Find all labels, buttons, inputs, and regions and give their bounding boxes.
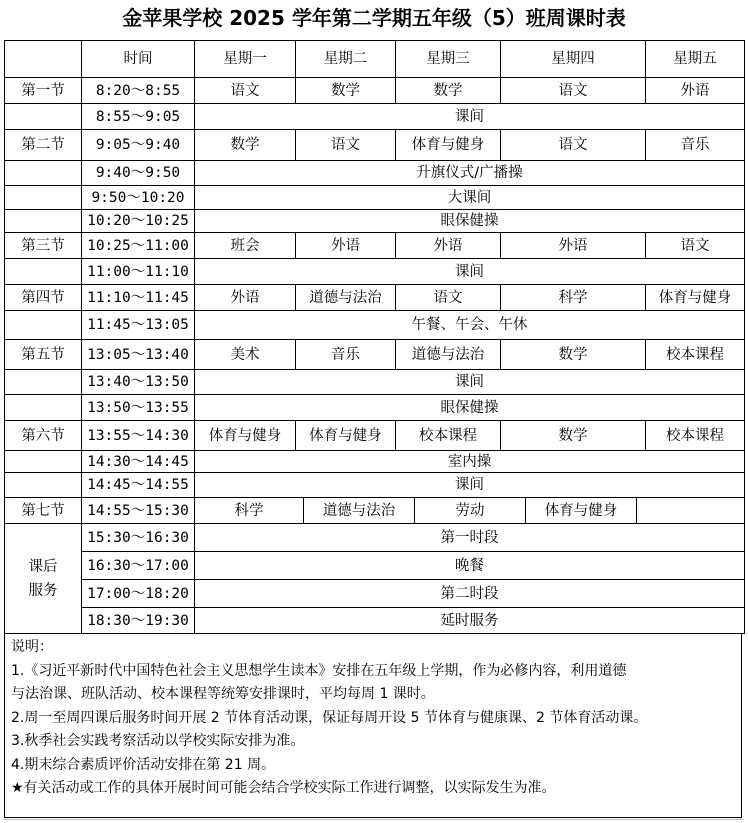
time-cell: 11:00～11:10 [82, 259, 195, 285]
class-cell: 音乐 [646, 130, 745, 161]
note-line: 2.周一至周四课后服务时间开展 2 节体育活动课，保证每周开设 5 节体育与健康课、2 节体育活动课。 [11, 709, 648, 726]
table-row [5, 608, 745, 634]
time-cell: 11:10～11:45 [82, 285, 195, 311]
class-cell: 外语 [195, 285, 296, 311]
timetable [4, 40, 745, 634]
table-row [5, 104, 745, 130]
period-label: 第三节 [5, 233, 82, 259]
table-row [5, 451, 745, 473]
time-cell: 17:00～18:20 [82, 580, 195, 608]
class-cell: 体育与健身 [195, 421, 296, 451]
class-cell: 数学 [501, 340, 646, 370]
class-cell: 劳动 [415, 498, 526, 523]
period-label: 第五节 [5, 340, 82, 370]
note-line: 1.《习近平新时代中国特色社会主义思想学生读本》安排在五年级上学期，作为必修内容，利用道德 [11, 662, 627, 679]
time-cell: 8:55～9:05 [82, 104, 195, 130]
table-row [5, 552, 745, 580]
period-label: 第四节 [5, 285, 82, 311]
activity-span-cell: 第二时段 [195, 580, 745, 608]
time-cell: 13:55～14:30 [82, 421, 195, 451]
header-row [5, 41, 745, 78]
period-label [5, 259, 82, 285]
class-cell: 语文 [501, 130, 646, 161]
class-cell: 语文 [646, 233, 745, 259]
header-day-tue: 星期二 [296, 41, 396, 78]
period-label: 第七节 [5, 498, 82, 524]
class-cell: 语文 [296, 130, 396, 161]
class-cell: 外语 [646, 78, 745, 104]
period-label [5, 161, 82, 186]
time-cell: 14:30～14:45 [82, 451, 195, 473]
class-cell: 语文 [501, 78, 646, 104]
notes-heading: 说明： [11, 639, 53, 655]
activity-span-cell: 课间 [195, 370, 745, 395]
class-cell: 音乐 [296, 340, 396, 370]
period-label: 第二节 [5, 130, 82, 161]
period-label [5, 186, 82, 210]
class-cell: 美术 [195, 340, 296, 370]
after-school-label-line1: 课后 [28, 558, 58, 575]
class-cell: 语文 [195, 78, 296, 104]
class-cell-empty [637, 498, 744, 523]
period-label [5, 210, 82, 233]
activity-span-cell: 大课间 [195, 186, 745, 210]
time-cell: 13:05～13:40 [82, 340, 195, 370]
table-row [5, 340, 745, 370]
activity-span-cell: 课间 [195, 473, 745, 498]
period-label [5, 104, 82, 130]
activity-span-cell: 眼保健操 [195, 395, 745, 421]
class-cell: 体育与健身 [396, 130, 501, 161]
class-cell: 校本课程 [396, 421, 501, 451]
class-cell: 道德与法治 [296, 285, 396, 311]
time-cell: 10:25～11:00 [82, 233, 195, 259]
time-cell: 9:50～10:20 [82, 186, 195, 210]
class-cell: 数学 [396, 78, 501, 104]
time-cell: 9:05～9:40 [82, 130, 195, 161]
period-label: 第一节 [5, 78, 82, 104]
note-line: 4.期末综合素质评价活动安排在第 21 周。 [11, 756, 276, 773]
class-cell: 体育与健身 [526, 498, 637, 523]
activity-span-cell: 午餐、午会、午休 [195, 311, 745, 340]
notes-box [4, 633, 742, 818]
class-cell: 外语 [396, 233, 501, 259]
table-row [5, 78, 745, 104]
table-row [5, 370, 745, 395]
class-cell: 科学 [195, 498, 304, 523]
header-time: 时间 [82, 41, 195, 78]
class-cell: 体育与健身 [646, 285, 745, 311]
table-row [5, 473, 745, 498]
class-cell: 外语 [296, 233, 396, 259]
time-cell: 14:45～14:55 [82, 473, 195, 498]
time-cell: 15:30～16:30 [82, 524, 195, 552]
table-row [5, 580, 745, 608]
class-cell: 校本课程 [646, 421, 745, 451]
page-title: 金苹果学校 2025 学年第二学期五年级（5）班周课时表 [122, 6, 626, 30]
activity-span-cell: 课间 [195, 104, 745, 130]
activity-span-cell: 晚餐 [195, 552, 745, 580]
table-row [5, 233, 745, 259]
activity-span-cell: 眼保健操 [195, 210, 745, 233]
class-cell: 班会 [195, 233, 296, 259]
note-line: 3.秋季社会实践考察活动以学校实际安排为准。 [11, 733, 305, 749]
table-row [5, 161, 745, 186]
class-cell: 数学 [501, 421, 646, 451]
time-cell: 16:30～17:00 [82, 552, 195, 580]
table-row [5, 130, 745, 161]
class-cell: 道德与法治 [396, 340, 501, 370]
header-day-thu: 星期四 [501, 41, 646, 78]
class-cell: 校本课程 [646, 340, 745, 370]
note-line: 与法治课、班队活动、校本课程等统筹安排课时，平均每周 1 课时。 [11, 686, 435, 702]
table-row [5, 421, 745, 451]
activity-span-cell: 延时服务 [195, 608, 745, 634]
class-cell: 科学 [501, 285, 646, 311]
time-cell: 9:40～9:50 [82, 161, 195, 186]
header-day-mon: 星期一 [195, 41, 296, 78]
activity-span-cell: 课间 [195, 259, 745, 285]
class-cell: 道德与法治 [304, 498, 415, 523]
table-row [5, 285, 745, 311]
activity-span-cell: 室内操 [195, 451, 745, 473]
period-label [5, 370, 82, 395]
period-label [5, 451, 82, 473]
table-row [5, 186, 745, 210]
class-cell: 数学 [296, 78, 396, 104]
table-row [5, 311, 745, 340]
header-day-wed: 星期三 [396, 41, 501, 78]
note-line-star: ★有关活动或工作的具体开展时间可能会结合学校实际工作进行调整，以实际发生为准。 [11, 780, 556, 796]
period-label [5, 395, 82, 421]
time-cell: 10:20～10:25 [82, 210, 195, 233]
bottom-border-remnant [4, 819, 744, 823]
time-cell: 18:30～19:30 [82, 608, 195, 634]
header-day-fri: 星期五 [646, 41, 745, 78]
table-row [5, 498, 745, 524]
period-label: 第六节 [5, 421, 82, 451]
period7-classes [195, 498, 745, 524]
class-cell: 外语 [501, 233, 646, 259]
table-row [5, 259, 745, 285]
class-cell: 体育与健身 [296, 421, 396, 451]
time-cell: 14:55～15:30 [82, 498, 195, 524]
table-row [5, 524, 745, 552]
period-label [5, 473, 82, 498]
time-cell: 11:45～13:05 [82, 311, 195, 340]
after-school-label-line2: 服务 [28, 582, 58, 599]
activity-span-cell: 升旗仪式/广播操 [195, 161, 745, 186]
time-cell: 13:50～13:55 [82, 395, 195, 421]
time-cell: 8:20～8:55 [82, 78, 195, 104]
after-school-label [5, 524, 82, 634]
header-blank [5, 41, 82, 78]
class-cell: 数学 [195, 130, 296, 161]
class-cell: 语文 [396, 285, 501, 311]
period-label [5, 311, 82, 340]
table-row [5, 210, 745, 233]
time-cell: 13:40～13:50 [82, 370, 195, 395]
activity-span-cell: 第一时段 [195, 524, 745, 552]
table-row [5, 395, 745, 421]
